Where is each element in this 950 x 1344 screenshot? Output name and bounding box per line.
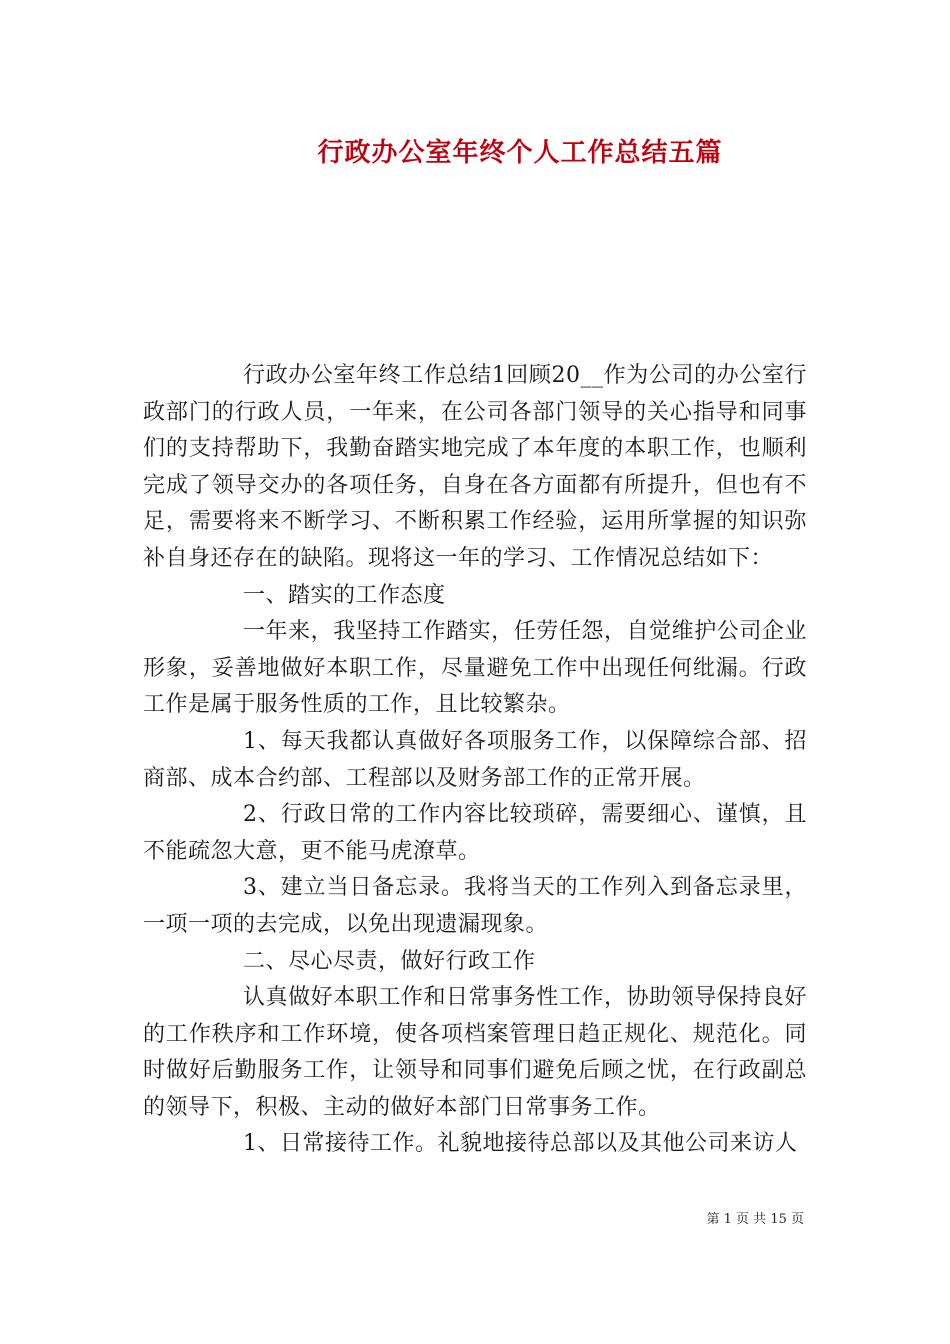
paragraph-intro: 行政办公室年终工作总结1回顾20__作为公司的办公室行政部门的行政人员，一年来，在公司各部门领导的关心指导和同事们的支持帮助下，我勤奋踏实地完成了本年度的本职工作，也顺利完成了领导交办的各项任务，自身在各方面都有所提升，但也有不足，需要将来不断学习、不断积累工作经验，运用所掌握的知识弥补自身还存在的缺陷。现将这一年的学习、工作情况总结如下：	[143, 363, 807, 571]
paragraph: 一年来，我坚持工作踏实，任劳任怨，自觉维护公司企业形象，妥善地做好本职工作，尽量避免工作中出现任何纰漏。行政工作是属于服务性质的工作，且比较繁杂。	[143, 619, 807, 718]
section-heading-1: 一、踏实的工作态度	[243, 582, 446, 608]
list-item: 1、每天我都认真做好各项服务工作，以保障综合部、招商部、成本合约部、工程部以及财务部工作的正常开展。	[143, 728, 807, 791]
paragraph: 认真做好本职工作和日常事务性工作，协助领导保持良好的工作秩序和工作环境，使各项档案管理日趋正规化、规范化。同时做好后勤服务工作，让领导和同事们避免后顾之忧，在行政副总的领导下，积极、主动的做好本部门日常事务工作。	[143, 985, 807, 1120]
page-number: 第 1 页 共 15 页	[706, 1212, 804, 1227]
document-title: 行政办公室年终个人工作总结五篇	[317, 138, 723, 168]
list-item: 2、行政日常的工作内容比较琐碎，需要细心、谨慎，且不能疏忽大意，更不能马虎潦草。	[143, 802, 807, 864]
section-heading-2: 二、尽心尽责，做好行政工作	[243, 948, 536, 974]
document-body	[143, 358, 807, 1163]
list-item: 3、建立当日备忘录。我将当天的工作列入到备忘录里，一项一项的去完成，以免出现遗漏现象。	[143, 875, 807, 937]
list-item: 1、日常接待工作。礼貌地接待总部以及其他公司来访人	[243, 1131, 798, 1157]
